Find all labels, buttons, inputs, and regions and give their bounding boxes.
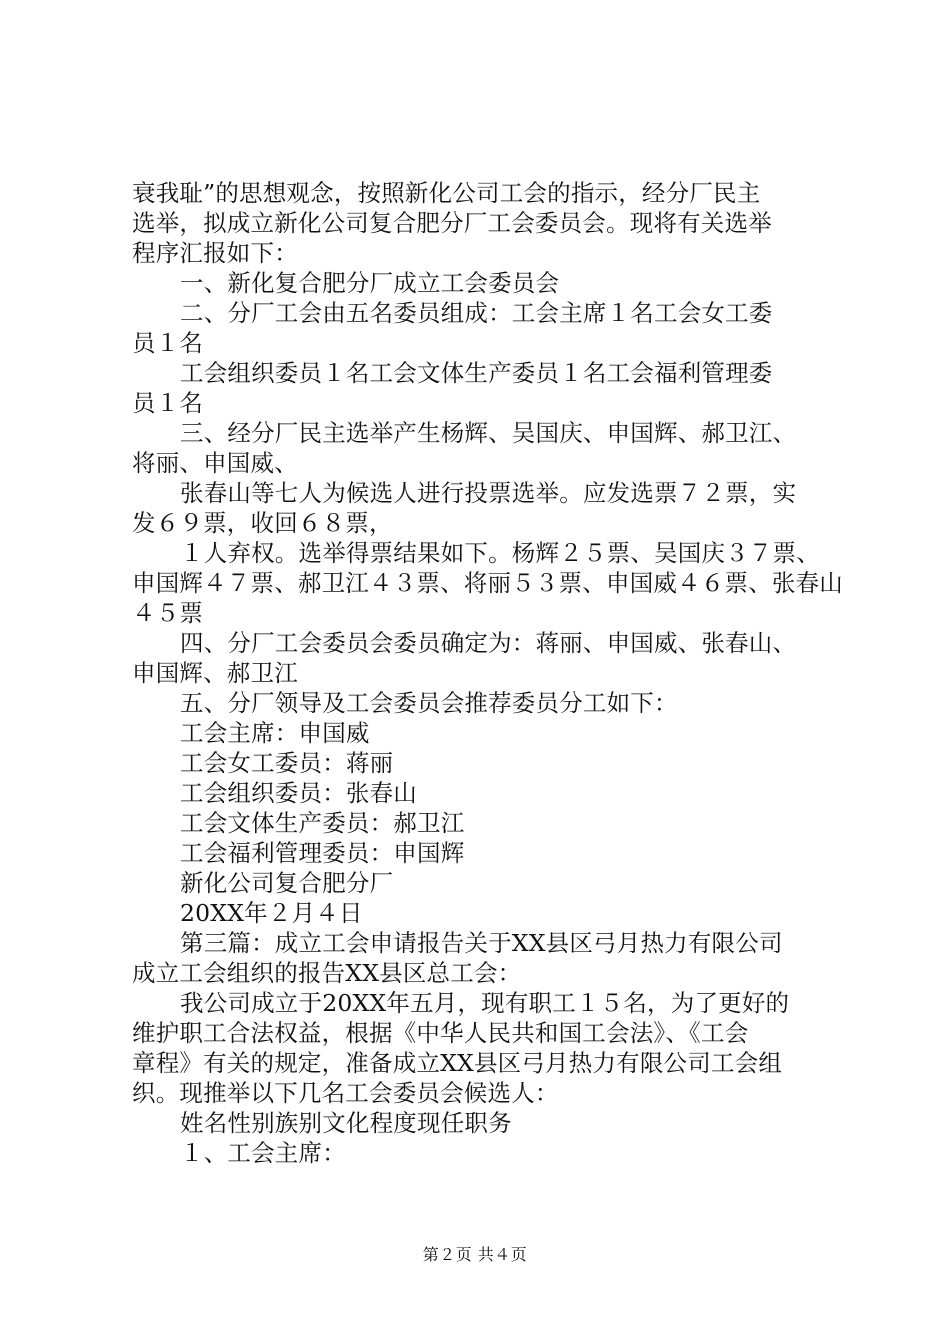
body-line: １人弃权。选举得票结果如下。杨辉２５票、吴国庆３７票、 [180, 539, 820, 567]
body-line: 程序汇报如下： [132, 239, 298, 267]
body-line: 工会文体生产委员：郝卫江 [180, 809, 465, 837]
body-line: 张春山等七人为候选人进行投票选举。应发选票７２票，实 [180, 479, 797, 507]
body-line: 工会主席：申国威 [180, 719, 370, 747]
body-line: 一、新化复合肥分厂成立工会委员会 [180, 269, 560, 297]
body-line: 我公司成立于20XX年五月，现有职工１５名，为了更好的 [180, 989, 790, 1017]
page-footer: 第２页 共４页 [422, 1245, 528, 1264]
body-line: 维护职工合法权益，根据《中华人民共和国工会法》、《工会 [132, 1019, 749, 1047]
body-line: 三、经分厂民主选举产生杨辉、吴国庆、申国辉、郝卫江、 [180, 419, 797, 447]
body-line: 工会福利管理委员：申国辉 [180, 839, 465, 867]
body-line: 五、分厂领导及工会委员会推荐委员分工如下： [180, 689, 678, 717]
body-line: 衰我耻”的思想观念，按照新化公司工会的指示，经分厂民主 [132, 179, 761, 207]
body-line: １、工会主席： [180, 1139, 346, 1167]
body-line: 织。现推举以下几名工会委员会候选人： [132, 1079, 559, 1107]
body-line: 四、分厂工会委员会委员确定为：蒋丽、申国威、张春山、 [180, 629, 797, 657]
body-line: 员１名 [132, 329, 204, 357]
body-line: 二、分厂工会由五名委员组成：工会主席１名工会女工委 [180, 299, 773, 327]
body-line: 成立工会组织的报告XX县区总工会： [132, 959, 522, 987]
body-line: 工会组织委员：张春山 [180, 779, 417, 807]
body-line: 新化公司复合肥分厂 [180, 869, 394, 897]
body-line: 选举，拟成立新化公司复合肥分厂工会委员会。现将有关选举 [132, 209, 772, 237]
body-line: 第三篇：成立工会申请报告关于XX县区弓月热力有限公司 [180, 929, 783, 957]
body-line: 申国辉４７票、郝卫江４３票、将丽５３票、申国威４６票、张春山 [132, 569, 843, 597]
body-line: 发６９票，收回６８票， [132, 509, 393, 537]
body-line: 20XX年２月４日 [180, 899, 363, 927]
body-line: 员１名 [132, 389, 204, 417]
body-line: 姓名性别族别文化程度现任职务 [180, 1109, 512, 1137]
body-line: 工会组织委员１名工会文体生产委员１名工会福利管理委 [180, 359, 773, 387]
body-line: 将丽、申国威、 [132, 449, 298, 477]
body-line: ４５票 [132, 599, 204, 627]
body-line: 章程》有关的规定，准备成立XX县区弓月热力有限公司工会组 [132, 1049, 783, 1077]
body-line: 工会女工委员：蒋丽 [180, 749, 394, 777]
body-line: 申国辉、郝卫江 [132, 659, 298, 687]
